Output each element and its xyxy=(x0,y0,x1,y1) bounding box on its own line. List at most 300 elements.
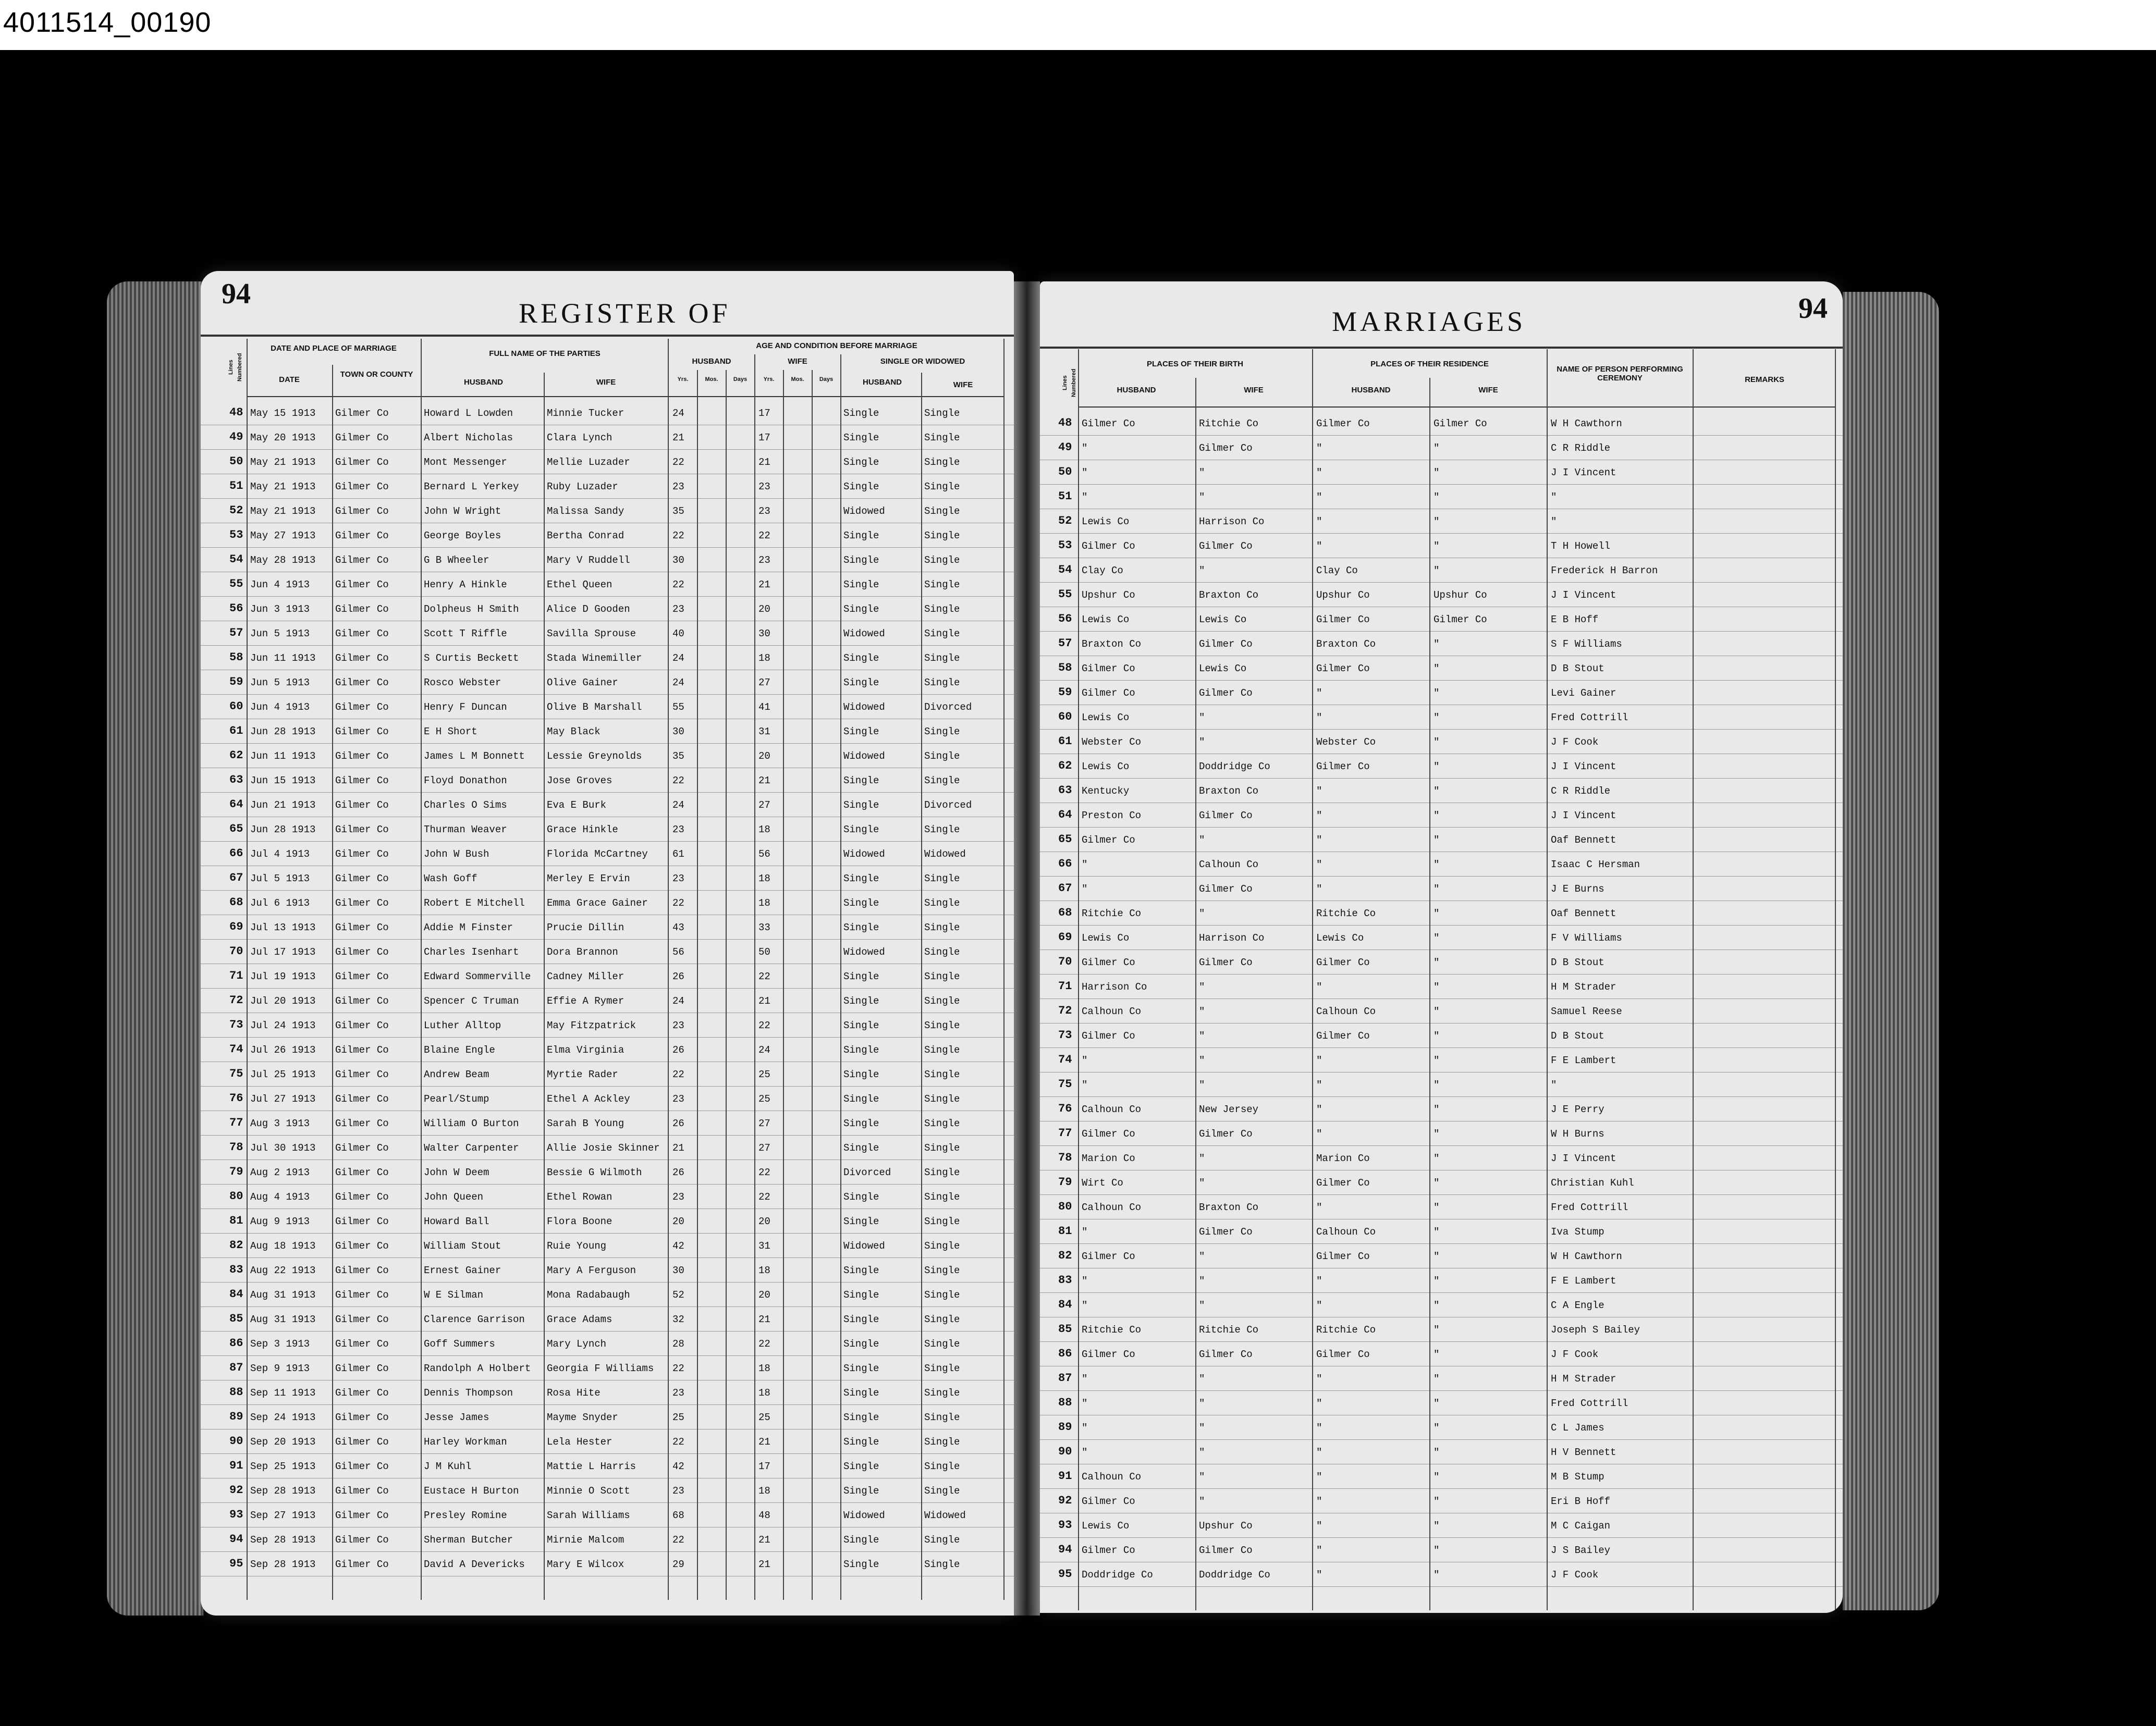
left-marriage-date: Aug 22 1913 xyxy=(250,1265,316,1276)
right-officiant-name: Eri B Hoff xyxy=(1551,1496,1611,1507)
left-husband-age: 24 xyxy=(672,408,684,419)
left-marriage-date: Jul 4 1913 xyxy=(250,848,310,860)
left-marriage-county: Gilmer Co xyxy=(335,1338,389,1350)
right-wife-residence: " xyxy=(1434,1496,1440,1507)
right-husband-birthplace: Gilmer Co xyxy=(1082,957,1135,968)
left-husband-age: 24 xyxy=(672,995,684,1007)
left-line-number: 60 xyxy=(229,700,243,713)
left-wife-name: Emma Grace Gainer xyxy=(547,897,648,909)
right-row xyxy=(1040,852,1843,877)
left-row xyxy=(201,939,1014,964)
left-row xyxy=(201,425,1014,450)
right-officiant-name: Frederick H Barron xyxy=(1551,565,1658,576)
right-row xyxy=(1040,1219,1843,1244)
left-wife-age: 31 xyxy=(758,726,770,737)
right-row xyxy=(1040,1243,1843,1268)
left-wife-condition: Single xyxy=(924,457,960,468)
right-husband-birthplace: Gilmer Co xyxy=(1082,418,1135,429)
left-marriage-county: Gilmer Co xyxy=(335,432,389,443)
left-marriage-date: Jul 19 1913 xyxy=(250,971,316,982)
right-wife-birthplace: Calhoun Co xyxy=(1199,859,1259,870)
left-page-number: 94 xyxy=(222,278,251,310)
right-row xyxy=(1040,1488,1843,1513)
left-husband-name: William Stout xyxy=(424,1240,501,1252)
left-row xyxy=(201,1527,1014,1552)
left-marriage-date: Jul 13 1913 xyxy=(250,922,316,933)
left-husband-name: Pearl/Stump xyxy=(424,1093,489,1105)
left-wife-condition: Single xyxy=(924,481,960,492)
left-wife-name: Eva E Burk xyxy=(547,799,607,811)
right-line-number: 57 xyxy=(1058,637,1072,650)
left-row xyxy=(201,841,1014,866)
header-bottom-rule xyxy=(1079,406,1835,408)
left-line-number: 94 xyxy=(229,1533,243,1546)
right-husband-residence: Ritchie Co xyxy=(1316,908,1376,919)
right-wife-birthplace: " xyxy=(1199,834,1205,846)
left-husband-name: Randolph A Holbert xyxy=(424,1363,531,1374)
col-divider xyxy=(544,373,545,1600)
right-line-number: 89 xyxy=(1058,1421,1072,1434)
left-marriage-date: Aug 2 1913 xyxy=(250,1167,310,1178)
left-marriage-date: May 21 1913 xyxy=(250,506,316,517)
left-row xyxy=(201,1160,1014,1185)
right-line-number: 50 xyxy=(1058,465,1072,478)
left-row xyxy=(201,547,1014,572)
right-row xyxy=(1040,705,1843,730)
right-wife-birthplace: " xyxy=(1199,467,1205,478)
left-husband-name: S Curtis Beckett xyxy=(424,652,519,664)
right-husband-residence: Marion Co xyxy=(1316,1153,1370,1164)
left-husband-age: 30 xyxy=(672,554,684,566)
right-wife-residence: " xyxy=(1434,1422,1440,1434)
left-husband-name: Scott T Riffle xyxy=(424,628,507,639)
right-line-number: 80 xyxy=(1058,1200,1072,1213)
left-husband-condition: Single xyxy=(843,579,879,590)
left-husband-age: 23 xyxy=(672,603,684,615)
left-wife-condition: Single xyxy=(924,1387,960,1399)
right-row xyxy=(1040,876,1843,901)
left-line-number: 84 xyxy=(229,1288,243,1301)
left-line-number: 72 xyxy=(229,994,243,1007)
left-line-number: 78 xyxy=(229,1141,243,1154)
right-wife-residence: " xyxy=(1434,957,1440,968)
left-husband-condition: Single xyxy=(843,726,879,737)
right-line-number: 81 xyxy=(1058,1225,1072,1238)
left-line-number: 88 xyxy=(229,1386,243,1399)
right-wife-birthplace: " xyxy=(1199,1373,1205,1385)
left-wife-name: Myrtie Rader xyxy=(547,1069,618,1080)
left-husband-name: John W Deem xyxy=(424,1167,489,1178)
left-line-number: 74 xyxy=(229,1043,243,1056)
left-wife-name: Flora Boone xyxy=(547,1216,612,1227)
right-line-number: 95 xyxy=(1058,1568,1072,1581)
right-husband-birthplace: Calhoun Co xyxy=(1082,1006,1142,1017)
left-wife-age: 31 xyxy=(758,1240,770,1252)
right-row xyxy=(1040,1194,1843,1219)
col-divider xyxy=(421,339,422,1600)
right-row xyxy=(1040,1513,1843,1538)
left-husband-age: 35 xyxy=(672,750,684,762)
left-line-number: 70 xyxy=(229,945,243,958)
left-husband-name: Henry F Duncan xyxy=(424,701,507,713)
right-page-number: 94 xyxy=(1798,292,1828,325)
left-husband-name: Andrew Beam xyxy=(424,1069,489,1080)
left-marriage-county: Gilmer Co xyxy=(335,1289,389,1301)
right-husband-residence: " xyxy=(1316,1545,1322,1556)
left-marriage-county: Gilmer Co xyxy=(335,775,389,786)
left-wife-condition: Single xyxy=(924,1216,960,1227)
right-wife-birthplace: " xyxy=(1199,1471,1205,1483)
right-wife-residence: Upshur Co xyxy=(1434,589,1487,601)
right-register-page xyxy=(1040,281,1843,1613)
left-husband-name: George Boyles xyxy=(424,530,501,541)
right-row xyxy=(1040,1366,1843,1391)
left-husband-name: Albert Nicholas xyxy=(424,432,513,443)
left-husband-condition: Single xyxy=(843,1289,879,1301)
left-husband-age: 52 xyxy=(672,1289,684,1301)
right-officiant-name: J I Vincent xyxy=(1551,467,1616,478)
left-row xyxy=(201,449,1014,474)
left-husband-age: 30 xyxy=(672,1265,684,1276)
right-husband-birthplace: " xyxy=(1082,1373,1088,1385)
left-husband-condition: Single xyxy=(843,873,879,884)
col-divider xyxy=(1078,349,1079,1610)
left-line-number: 73 xyxy=(229,1018,243,1031)
left-marriage-date: Jun 4 1913 xyxy=(250,701,310,713)
right-wife-residence: " xyxy=(1434,1104,1440,1115)
left-husband-age: 22 xyxy=(672,1363,684,1374)
left-marriage-county: Gilmer Co xyxy=(335,848,389,860)
right-husband-residence: " xyxy=(1316,1373,1322,1385)
right-wife-birthplace: Ritchie Co xyxy=(1199,1324,1259,1336)
left-husband-name: Goff Summers xyxy=(424,1338,495,1350)
left-wife-age: 21 xyxy=(758,1314,770,1325)
left-marriage-county: Gilmer Co xyxy=(335,1020,389,1031)
left-wife-name: Effie A Rymer xyxy=(547,995,624,1007)
left-wife-condition: Single xyxy=(924,677,960,688)
right-wife-residence: " xyxy=(1434,638,1440,650)
town-county-header: TOWN OR COUNTY xyxy=(340,370,413,379)
col-divider xyxy=(1693,349,1694,1610)
left-wife-name: Florida McCartney xyxy=(547,848,648,860)
condition-wife-header: WIFE xyxy=(953,380,973,389)
right-husband-residence: Gilmer Co xyxy=(1316,1349,1370,1360)
left-wife-age: 18 xyxy=(758,652,770,664)
right-row xyxy=(1040,1121,1843,1146)
right-wife-birthplace: " xyxy=(1199,1177,1205,1189)
left-husband-condition: Widowed xyxy=(843,701,885,713)
husband-months-header: Mos. xyxy=(705,376,718,383)
right-husband-residence: " xyxy=(1316,516,1322,527)
left-wife-name: Malissa Sandy xyxy=(547,506,624,517)
right-line-number: 94 xyxy=(1058,1543,1072,1556)
right-husband-residence: " xyxy=(1316,1569,1322,1581)
left-marriage-county: Gilmer Co xyxy=(335,1265,389,1276)
left-marriage-county: Gilmer Co xyxy=(335,579,389,590)
col-divider xyxy=(668,339,669,1600)
right-husband-birthplace: Harrison Co xyxy=(1082,981,1147,993)
right-husband-birthplace: " xyxy=(1082,883,1088,895)
left-line-number: 81 xyxy=(229,1214,243,1227)
left-marriage-county: Gilmer Co xyxy=(335,1069,389,1080)
left-wife-age: 20 xyxy=(758,1216,770,1227)
left-row xyxy=(201,1404,1014,1429)
right-officiant-name: F V Williams xyxy=(1551,932,1622,944)
left-wife-name: Alice D Gooden xyxy=(547,603,630,615)
right-line-number: 52 xyxy=(1058,514,1072,527)
right-wife-residence: Gilmer Co xyxy=(1434,614,1487,625)
left-marriage-date: Jul 17 1913 xyxy=(250,946,316,958)
right-husband-residence: " xyxy=(1316,1496,1322,1507)
left-marriage-date: Aug 9 1913 xyxy=(250,1216,310,1227)
left-husband-condition: Single xyxy=(843,1044,879,1056)
right-husband-birthplace: Braxton Co xyxy=(1082,638,1142,650)
left-wife-condition: Single xyxy=(924,1240,960,1252)
right-officiant-name: " xyxy=(1551,516,1557,527)
right-husband-residence: Gilmer Co xyxy=(1316,1251,1370,1262)
left-line-number: 61 xyxy=(229,724,243,737)
left-row xyxy=(201,1037,1014,1062)
left-wife-age: 24 xyxy=(758,1044,770,1056)
left-wife-age: 21 xyxy=(758,457,770,468)
left-marriage-county: Gilmer Co xyxy=(335,946,389,958)
right-row xyxy=(1040,827,1843,852)
right-officiant-name: J F Cook xyxy=(1551,1349,1599,1360)
left-husband-name: Presley Romine xyxy=(424,1510,507,1521)
right-husband-residence: Lewis Co xyxy=(1316,932,1364,944)
right-line-number: 68 xyxy=(1058,906,1072,919)
right-wife-birthplace: " xyxy=(1199,736,1205,748)
left-wife-name: Mellie Luzader xyxy=(547,457,630,468)
left-wife-condition: Single xyxy=(924,1338,960,1350)
right-page-title: MARRIAGES xyxy=(1332,306,1526,337)
left-husband-age: 40 xyxy=(672,628,684,639)
right-line-number: 88 xyxy=(1058,1396,1072,1409)
col-divider xyxy=(812,370,813,1600)
right-page-edges xyxy=(1843,292,1939,1610)
left-wife-age: 25 xyxy=(758,1069,770,1080)
right-wife-residence: " xyxy=(1434,687,1440,699)
right-husband-birthplace: Lewis Co xyxy=(1082,1520,1130,1532)
right-officiant-name: J F Cook xyxy=(1551,1569,1599,1581)
left-row xyxy=(201,498,1014,523)
left-line-number: 52 xyxy=(229,504,243,517)
left-husband-age: 23 xyxy=(672,1020,684,1031)
right-row xyxy=(1040,533,1843,558)
right-line-number: 59 xyxy=(1058,686,1072,699)
header-top-rule xyxy=(201,335,1014,337)
right-line-number: 66 xyxy=(1058,857,1072,870)
right-officiant-name: Christian Kuhl xyxy=(1551,1177,1634,1189)
right-officiant-name: D B Stout xyxy=(1551,663,1604,674)
left-husband-age: 23 xyxy=(672,1093,684,1105)
left-wife-condition: Single xyxy=(924,432,960,443)
officiant-header: NAME OF PERSON PERFORMING CEREMONY xyxy=(1557,365,1683,383)
left-wife-name: Ruby Luzader xyxy=(547,481,618,492)
left-marriage-date: Jun 28 1913 xyxy=(250,726,316,737)
right-wife-residence: " xyxy=(1434,1569,1440,1581)
right-wife-residence: " xyxy=(1434,1153,1440,1164)
right-wife-residence: " xyxy=(1434,1030,1440,1042)
right-wife-birthplace: " xyxy=(1199,1300,1205,1311)
left-row xyxy=(201,1062,1014,1087)
left-marriage-county: Gilmer Co xyxy=(335,824,389,835)
right-husband-birthplace: Lewis Co xyxy=(1082,516,1130,527)
right-officiant-name: J I Vincent xyxy=(1551,810,1616,821)
right-officiant-name: C R Riddle xyxy=(1551,785,1611,797)
right-line-number: 67 xyxy=(1058,882,1072,895)
left-wife-name: Rosa Hite xyxy=(547,1387,601,1399)
left-husband-condition: Single xyxy=(843,1363,879,1374)
left-row xyxy=(201,1380,1014,1405)
left-row xyxy=(201,1209,1014,1234)
left-husband-name: John W Bush xyxy=(424,848,489,860)
left-wife-condition: Single xyxy=(924,1314,960,1325)
right-wife-birthplace: " xyxy=(1199,1447,1205,1458)
left-row xyxy=(201,1478,1014,1503)
right-husband-residence: Calhoun Co xyxy=(1316,1226,1376,1238)
left-marriage-county: Gilmer Co xyxy=(335,1510,389,1521)
right-wife-residence: " xyxy=(1434,883,1440,895)
left-wife-condition: Single xyxy=(924,1436,960,1448)
right-line-number: 49 xyxy=(1058,441,1072,454)
right-husband-residence: " xyxy=(1316,467,1322,478)
left-wife-condition: Single xyxy=(924,603,960,615)
left-husband-condition: Single xyxy=(843,1436,879,1448)
left-line-number: 49 xyxy=(229,430,243,443)
right-husband-birthplace: Gilmer Co xyxy=(1082,663,1135,674)
left-husband-condition: Single xyxy=(843,1534,879,1546)
left-marriage-date: Aug 31 1913 xyxy=(250,1289,316,1301)
right-husband-birthplace: Wirt Co xyxy=(1082,1177,1123,1189)
left-marriage-county: Gilmer Co xyxy=(335,873,389,884)
left-husband-name: Clarence Garrison xyxy=(424,1314,525,1325)
right-husband-birthplace: Gilmer Co xyxy=(1082,1128,1135,1140)
right-wife-birthplace: " xyxy=(1199,1006,1205,1017)
left-wife-name: Cadney Miller xyxy=(547,971,624,982)
left-husband-condition: Single xyxy=(843,1387,879,1399)
right-husband-residence: Braxton Co xyxy=(1316,638,1376,650)
right-husband-birthplace: Lewis Co xyxy=(1082,932,1130,944)
age-wife-header: WIFE xyxy=(788,357,807,366)
left-marriage-date: Jun 3 1913 xyxy=(250,603,310,615)
left-marriage-date: Jun 15 1913 xyxy=(250,775,316,786)
right-wife-residence: " xyxy=(1434,1324,1440,1336)
right-row xyxy=(1040,1390,1843,1415)
right-wife-residence: " xyxy=(1434,1349,1440,1360)
left-husband-condition: Single xyxy=(843,603,879,615)
left-wife-age: 56 xyxy=(758,848,770,860)
left-wife-condition: Divorced xyxy=(924,701,972,713)
left-line-number: 57 xyxy=(229,626,243,639)
right-row xyxy=(1040,1439,1843,1464)
right-line-number: 73 xyxy=(1058,1029,1072,1042)
right-row xyxy=(1040,484,1843,509)
right-wife-birthplace: Gilmer Co xyxy=(1199,540,1253,552)
left-wife-name: Mayme Snyder xyxy=(547,1412,618,1423)
left-marriage-county: Gilmer Co xyxy=(335,1142,389,1154)
right-officiant-name: F E Lambert xyxy=(1551,1055,1616,1066)
right-line-number: 63 xyxy=(1058,784,1072,797)
right-husband-residence: " xyxy=(1316,540,1322,552)
right-officiant-name: C A Engle xyxy=(1551,1300,1604,1311)
left-marriage-date: Sep 20 1913 xyxy=(250,1436,316,1448)
left-row xyxy=(201,1257,1014,1283)
left-wife-name: Ethel Rowan xyxy=(547,1191,612,1203)
left-wife-condition: Single xyxy=(924,1461,960,1472)
left-husband-condition: Single xyxy=(843,432,879,443)
right-row xyxy=(1040,925,1843,950)
right-husband-residence: " xyxy=(1316,1300,1322,1311)
right-line-number: 58 xyxy=(1058,661,1072,674)
left-marriage-date: Sep 24 1913 xyxy=(250,1412,316,1423)
left-wife-name: Mary A Ferguson xyxy=(547,1265,636,1276)
right-row xyxy=(1040,1170,1843,1195)
left-row xyxy=(201,817,1014,842)
right-row xyxy=(1040,754,1843,779)
left-wife-name: Sarah Williams xyxy=(547,1510,630,1521)
left-husband-age: 30 xyxy=(672,726,684,737)
left-wife-condition: Single xyxy=(924,1412,960,1423)
left-line-number: 93 xyxy=(229,1508,243,1521)
right-row xyxy=(1040,680,1843,705)
right-line-number: 64 xyxy=(1058,808,1072,821)
right-wife-residence: " xyxy=(1434,565,1440,576)
left-wife-name: Elma Virginia xyxy=(547,1044,624,1056)
right-husband-birthplace: Ritchie Co xyxy=(1082,1324,1142,1336)
left-wife-name: Savilla Sprouse xyxy=(547,628,636,639)
left-husband-age: 23 xyxy=(672,1485,684,1497)
left-wife-age: 22 xyxy=(758,1338,770,1350)
right-officiant-name: " xyxy=(1551,1079,1557,1091)
left-husband-age: 24 xyxy=(672,799,684,811)
left-wife-condition: Single xyxy=(924,897,960,909)
right-line-number: 72 xyxy=(1058,1004,1072,1017)
left-row xyxy=(201,694,1014,719)
left-husband-name: Rosco Webster xyxy=(424,677,501,688)
left-wife-age: 22 xyxy=(758,1167,770,1178)
right-husband-birthplace: " xyxy=(1082,491,1088,503)
left-husband-name: Robert E Mitchell xyxy=(424,897,525,909)
left-wife-age: 17 xyxy=(758,408,770,419)
left-marriage-county: Gilmer Co xyxy=(335,1363,389,1374)
right-officiant-name: J F Cook xyxy=(1551,736,1599,748)
left-husband-condition: Single xyxy=(843,897,879,909)
col-divider xyxy=(726,370,727,1600)
left-wife-condition: Single xyxy=(924,971,960,982)
left-marriage-county: Gilmer Co xyxy=(335,1461,389,1472)
left-marriage-date: Jul 27 1913 xyxy=(250,1093,316,1105)
left-wife-condition: Single xyxy=(924,775,960,786)
left-husband-age: 32 xyxy=(672,1314,684,1325)
left-wife-age: 17 xyxy=(758,432,770,443)
left-marriage-county: Gilmer Co xyxy=(335,1314,389,1325)
left-row xyxy=(201,1013,1014,1038)
right-husband-birthplace: Gilmer Co xyxy=(1082,1349,1135,1360)
right-husband-birthplace: Marion Co xyxy=(1082,1153,1135,1164)
left-wife-name: Mirnie Malcom xyxy=(547,1534,624,1546)
left-husband-age: 25 xyxy=(672,1412,684,1423)
left-wife-condition: Widowed xyxy=(924,1510,966,1521)
right-wife-residence: " xyxy=(1434,810,1440,821)
left-line-number: 95 xyxy=(229,1557,243,1570)
left-wife-name: Olive Gainer xyxy=(547,677,618,688)
left-line-number: 50 xyxy=(229,455,243,468)
right-officiant-name: S F Williams xyxy=(1551,638,1622,650)
left-row xyxy=(201,1551,1014,1576)
right-husband-residence: Clay Co xyxy=(1316,565,1358,576)
right-line-number: 75 xyxy=(1058,1078,1072,1091)
